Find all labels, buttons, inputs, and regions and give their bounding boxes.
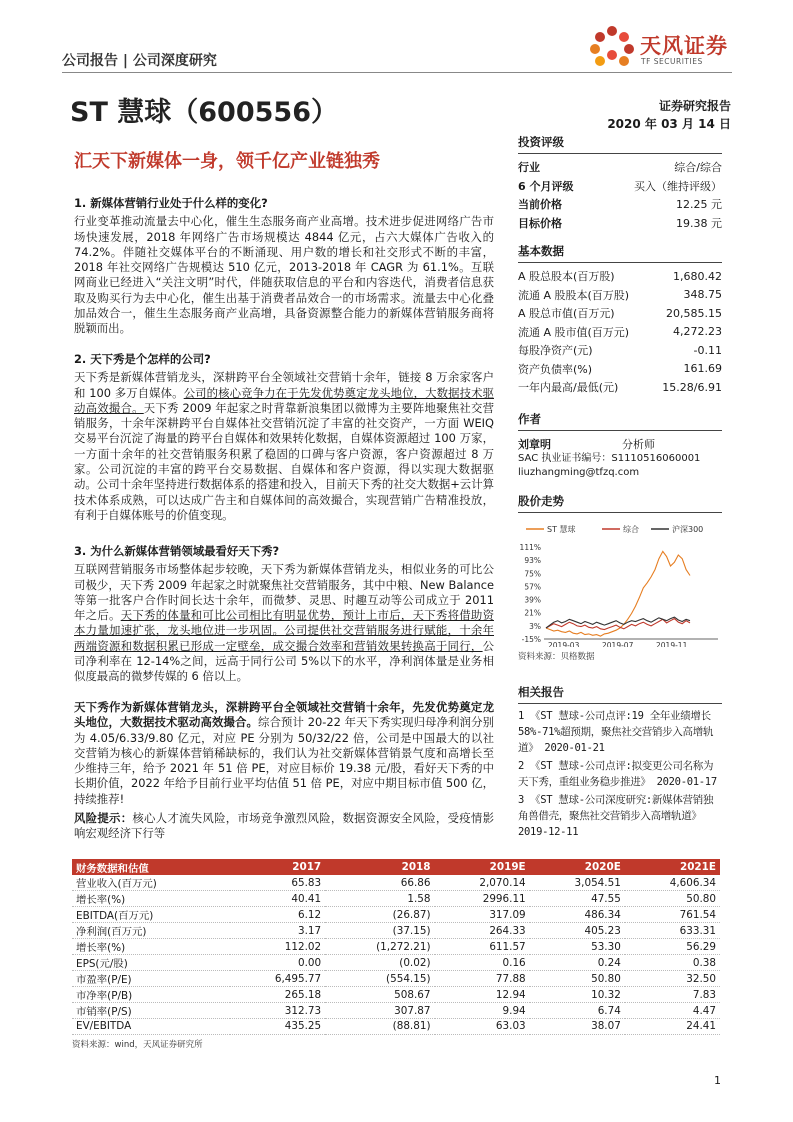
related-report-item[interactable]: 1 《ST 慧球-公司点评:19 全年业绩增长 58%-71%超预期，聚焦社交营销步入高增轨道》 2020-01-21 xyxy=(518,710,714,754)
rating-row xyxy=(518,158,722,177)
rating-row xyxy=(518,195,722,214)
table-source: 资料来源：wind，天风证券研究所 xyxy=(72,1039,203,1050)
table-cell: 3,054.51 xyxy=(530,875,625,891)
table-cell: 0.16 xyxy=(435,955,530,971)
table-cell: 3.17 xyxy=(230,923,325,939)
table-cell: 2,070.14 xyxy=(435,875,530,891)
chart-title: 股价走势 xyxy=(518,493,722,513)
table-row-label: 营业收入(百万元) xyxy=(72,875,230,891)
table-cell: 50.80 xyxy=(625,891,720,907)
section-2-p3: 天下秀 2009 年起家之时背靠新浪集团以微博为主要阵地聚焦社交营销服务，十余年深耕跨平台自媒体社交营销沉淀了丰富的社交资产，一方面 WEIQ 交易平台沉淀了海量的跨平台自媒体和效果转化数据，自媒体资源超过 100 万家，一方面十余年的社交营销服务积累了稳固的口碑与客户资源，客户资源超过 8 万家。公司沉淀的丰富的跨平台交易数据、自媒体和客户资源，得以实现大数据驱动。公司十余年坚持进行数据体系的搭建和投入，目前天下秀的社交大数据+云计算技术体系成熟，可以达成广告主和自媒体间的高效撮合，实现营销广告精准投放，有利于自媒体账号的价值变现。 xyxy=(74,400,494,522)
table-cell: 6,495.77 xyxy=(230,971,325,987)
related-title: 相关报告 xyxy=(518,684,722,704)
table-row xyxy=(72,955,720,971)
rating-label: 当前价格 xyxy=(518,198,562,212)
table-cell: (1,272.21) xyxy=(325,939,434,955)
table-header-cell: 2019E xyxy=(435,859,530,875)
basic-data-row xyxy=(518,378,722,397)
summary-bold: 天下秀作为新媒体营销龙头，深耕跨平台全领域社交营销十余年，先发优势奠定龙头地位，大数据技术驱动高效撮合。 xyxy=(74,700,494,730)
y-tick-label: 75% xyxy=(524,569,541,579)
y-tick-label: 39% xyxy=(524,595,541,605)
table-cell: 38.07 xyxy=(530,1019,625,1035)
related-reports-panel xyxy=(518,684,722,842)
y-tick-label: 93% xyxy=(524,556,541,566)
table-header-cell: 财务数据和估值 xyxy=(72,859,230,875)
basic-data-row xyxy=(518,304,722,323)
rating-value: 买入（维持评级） xyxy=(634,179,722,193)
table-row-label: EV/EBITDA xyxy=(72,1019,230,1035)
y-tick-label: 3% xyxy=(529,621,541,631)
analyst-email[interactable]: liuzhangming@tfzq.com xyxy=(518,467,640,478)
table-cell: 47.55 xyxy=(530,891,625,907)
report-category: 公司报告 | 公司深度研究 xyxy=(62,53,217,69)
report-headline: 汇天下新媒体一身，领千亿产业链独秀 xyxy=(74,151,380,172)
y-tick-label: -15% xyxy=(521,635,541,644)
report-date: 2020 年 03 月 14 日 xyxy=(607,117,731,131)
price-chart-panel xyxy=(518,493,722,662)
table-cell: 24.41 xyxy=(625,1019,720,1035)
table-row-label: 增长率(%) xyxy=(72,939,230,955)
related-report-item[interactable]: 3 《ST 慧球-公司深度研究:新媒体营销独角兽借壳，聚焦社交营销步入高增轨道》 2019-12-11 xyxy=(518,794,714,838)
basic-data-panel xyxy=(518,243,722,397)
section-3-p1: 互联网营销服务市场整体起步较晚，天下秀为新媒体营销龙头，相似业务的可比公司极少，天下秀 2009 年起家之时就聚焦社交营销服务，其中中粮、New Balance 等第一批客户合作时间长达十余年，而微梦、灵思、时趣互动等公司成立于 2011 年之后。 xyxy=(74,562,494,623)
table-row xyxy=(72,939,720,955)
basic-data-label: 资产负债率(%) xyxy=(518,362,593,376)
table-row-label: 净利润(百万元) xyxy=(72,923,230,939)
table-row xyxy=(72,907,720,923)
x-tick-label: 2019-07 xyxy=(602,641,634,647)
section-3-p2: 天下秀的体量和可比公司相比有明显优势，预计上市后，天下秀将借助资本力量加速扩张，龙头地位进一步巩固。 xyxy=(74,608,494,638)
rating-label: 6 个月评级 xyxy=(518,179,574,193)
table-row xyxy=(72,987,720,1003)
analyst-name: 刘章明 xyxy=(518,437,551,451)
legend-label: 沪深300 xyxy=(672,525,704,534)
table-cell: 0.00 xyxy=(230,955,325,971)
analyst-sac: SAC 执业证书编号：S1110516060001 xyxy=(518,453,701,464)
table-cell: 7.83 xyxy=(625,987,720,1003)
basic-data-row xyxy=(518,341,722,360)
table-cell: 264.33 xyxy=(435,923,530,939)
basic-data-row xyxy=(518,323,722,342)
table-cell: 6.74 xyxy=(530,1003,625,1019)
table-cell: 265.18 xyxy=(230,987,325,1003)
table-cell: 611.57 xyxy=(435,939,530,955)
rating-row xyxy=(518,214,722,233)
rating-label: 行业 xyxy=(518,161,540,175)
table-cell: (88.81) xyxy=(325,1019,434,1035)
rating-label: 目标价格 xyxy=(518,216,562,230)
basic-data-row xyxy=(518,286,722,305)
basic-data-value: 4,272.23 xyxy=(673,325,722,339)
basic-data-label: A 股总市值(百万元) xyxy=(518,307,615,321)
risk-text: 核心人才流失风险，市场竞争激烈风险，数据资源安全风险，受疫情影响宏观经济下行等 xyxy=(74,811,494,841)
author-panel xyxy=(518,411,722,480)
table-cell: 77.88 xyxy=(435,971,530,987)
table-header-cell: 2021E xyxy=(625,859,720,875)
tf-logo-icon xyxy=(588,22,636,70)
table-row xyxy=(72,971,720,987)
section-2-p1: 天下秀是新媒体营销龙头，深耕跨平台全领域社交营销十余年，链接 8 万余家客户和 100 多万自媒体。 xyxy=(74,370,494,400)
table-cell: 0.24 xyxy=(530,955,625,971)
basic-data-row xyxy=(518,267,722,286)
section-2-p2: 公司的核心竞争力在于先发优势奠定龙头地位，大数据技术驱动高效撮合。 xyxy=(74,385,494,415)
table-row xyxy=(72,1003,720,1019)
stock-title: ST 慧球（600556） xyxy=(70,97,338,128)
financial-table xyxy=(72,859,720,1035)
section-2-body xyxy=(74,370,494,523)
section-2 xyxy=(74,352,494,523)
section-3-p3: 公司提供社交营销服务进行赋能，十余年两端资源和数据积累已形成一定壁垒，成交撮合效率和营销效果转换高于同行， xyxy=(74,623,494,653)
table-cell: 312.73 xyxy=(230,1003,325,1019)
basic-data-label: 流通 A 股股本(百万股) xyxy=(518,288,630,302)
table-row xyxy=(72,875,720,891)
table-row xyxy=(72,1019,720,1035)
rating-value: 综合/综合 xyxy=(674,161,722,175)
section-3-body xyxy=(74,562,494,684)
summary xyxy=(74,700,494,842)
table-row xyxy=(72,923,720,939)
table-cell: 435.25 xyxy=(230,1019,325,1035)
section-3-title: 3. 为什么新媒体营销领域最看好天下秀? xyxy=(74,544,280,558)
rating-panel xyxy=(518,134,722,232)
table-cell: 10.32 xyxy=(530,987,625,1003)
y-tick-label: 21% xyxy=(524,608,541,618)
rating-title: 投资评级 xyxy=(518,134,722,154)
table-cell: 508.67 xyxy=(325,987,434,1003)
table-cell: (37.15) xyxy=(325,923,434,939)
section-1-body: 行业变革推动流量去中心化，催生生态服务商产业高增。技术进步促进网络广告市场快速发展，2018 年网络广告市场规模达 4844 亿元，占六大媒体广告收入的 74.2%。伴随社交媒体平台的不断涌现、用户数的增长和社交形式不断的丰富，2018 年社交网络广告规模达 510 亿元，2013-2018 年 CAGR 为 61.1%。互联网商业已经进入“关注文明”时代，伴随获取信息的平台和内容迭代，消费者信息获取及购买行为去中心化，催生出基于消费者品效合一的市场需求。流量去中心化叠加品效合一，催生生态服务商产业高增，具备资源整合能力的新媒体营销服务商将脱颖而出。 xyxy=(74,214,494,336)
table-cell: (554.15) xyxy=(325,971,434,987)
table-cell: 761.54 xyxy=(625,907,720,923)
financial-table-wrap xyxy=(72,859,720,1050)
table-cell: 9.94 xyxy=(435,1003,530,1019)
table-cell: 6.12 xyxy=(230,907,325,923)
table-header-cell: 2017 xyxy=(230,859,325,875)
legend-label: ST 慧球 xyxy=(547,525,576,534)
table-cell: 2996.11 xyxy=(435,891,530,907)
chart-source: 资料来源：贝格数据 xyxy=(518,652,595,662)
table-row-label: 市盈率(P/E) xyxy=(72,971,230,987)
table-row-label: 市净率(P/B) xyxy=(72,987,230,1003)
basic-data-value: 161.69 xyxy=(683,362,722,376)
x-tick-label: 2019-11 xyxy=(656,641,688,647)
author-title: 作者 xyxy=(518,411,722,431)
table-row-label: 市销率(P/S) xyxy=(72,1003,230,1019)
table-cell: 50.80 xyxy=(530,971,625,987)
legend-label: 综合 xyxy=(623,525,639,534)
table-cell: 66.86 xyxy=(325,875,434,891)
table-cell: 63.03 xyxy=(435,1019,530,1035)
summary-rest: 综合预计 20-22 年天下秀实现归母净利润分别为 4.05/6.33/9.80 亿元，对应 PE 分别为 50/32/22 倍，公司是中国最大的以社交营销为核心的新媒体营销稀缺标的，我们认为社交新媒体营销景气度和高增长至少维持三年，给予 2021 年 51 倍 PE，对应目标价 19.38 元/股，看好天下秀的中长期价值，2022 年给予目前行业平均估值 51 倍 PE，对应中期目标市值 500 亿，持续推荐! xyxy=(74,715,494,806)
table-cell: 4,606.34 xyxy=(625,875,720,891)
page-number: 1 xyxy=(714,1074,721,1087)
table-header-cell: 2020E xyxy=(530,859,625,875)
basic-data-value: 348.75 xyxy=(683,288,722,302)
header-divider xyxy=(62,72,732,73)
analyst-role: 分析师 xyxy=(622,437,655,451)
rating-row xyxy=(518,177,722,196)
table-row xyxy=(72,891,720,907)
basic-data-label: 每股净资产(元) xyxy=(518,344,593,358)
section-1-title: 1. 新媒体营销行业处于什么样的变化? xyxy=(74,196,268,210)
basic-data-value: -0.11 xyxy=(693,343,722,357)
brand-name: 天风证券 xyxy=(640,34,728,58)
section-1 xyxy=(74,196,494,337)
table-cell: 53.30 xyxy=(530,939,625,955)
rating-value: 19.38 元 xyxy=(676,216,722,230)
table-cell: 56.29 xyxy=(625,939,720,955)
table-cell: 307.87 xyxy=(325,1003,434,1019)
price-chart xyxy=(518,517,722,647)
table-row-label: 增长率(%) xyxy=(72,891,230,907)
basic-data-value: 1,680.42 xyxy=(673,269,722,283)
related-report-item[interactable]: 2 《ST 慧球-公司点评:拟变更公司名称为天下秀，重组业务稳步推进》 2020-01-17 xyxy=(518,760,717,788)
section-2-title: 2. 天下秀是个怎样的公司? xyxy=(74,352,211,366)
section-3-p4: 公司净利率在 12-14%之间，远高于同行公司 5%以下的水平，净利润体量是业务相似度最高的微梦传媒的 6 倍以上。 xyxy=(74,638,494,684)
table-cell: 65.83 xyxy=(230,875,325,891)
table-cell: 633.31 xyxy=(625,923,720,939)
basic-data-value: 20,585.15 xyxy=(666,306,722,320)
table-cell: 4.47 xyxy=(625,1003,720,1019)
table-cell: (0.02) xyxy=(325,955,434,971)
basic-data-label: 流通 A 股市值(百万元) xyxy=(518,325,630,339)
y-tick-label: 111% xyxy=(519,543,541,552)
table-cell: 486.34 xyxy=(530,907,625,923)
basic-data-value: 15.28/6.91 xyxy=(662,380,722,394)
brand-name-en: TF SECURITIES xyxy=(641,57,703,66)
table-cell: (26.87) xyxy=(325,907,434,923)
table-cell: 1.58 xyxy=(325,891,434,907)
report-type: 证券研究报告 xyxy=(658,99,731,113)
rating-value: 12.25 元 xyxy=(676,198,722,212)
table-row-label: EBITDA(百万元) xyxy=(72,907,230,923)
table-cell: 317.09 xyxy=(435,907,530,923)
table-cell: 112.02 xyxy=(230,939,325,955)
x-tick-label: 2019-03 xyxy=(548,641,580,647)
basic-data-label: 一年内最高/最低(元) xyxy=(518,381,619,395)
table-header-cell: 2018 xyxy=(325,859,434,875)
section-3 xyxy=(74,544,494,685)
table-cell: 0.38 xyxy=(625,955,720,971)
basic-data-title: 基本数据 xyxy=(518,243,722,263)
basic-data-label: A 股总股本(百万股) xyxy=(518,270,615,284)
risk-label: 风险提示： xyxy=(74,811,133,826)
table-cell: 32.50 xyxy=(625,971,720,987)
y-tick-label: 57% xyxy=(524,582,541,592)
table-cell: 12.94 xyxy=(435,987,530,1003)
table-row-label: EPS(元/股) xyxy=(72,955,230,971)
table-cell: 405.23 xyxy=(530,923,625,939)
basic-data-row xyxy=(518,360,722,379)
table-cell: 40.41 xyxy=(230,891,325,907)
